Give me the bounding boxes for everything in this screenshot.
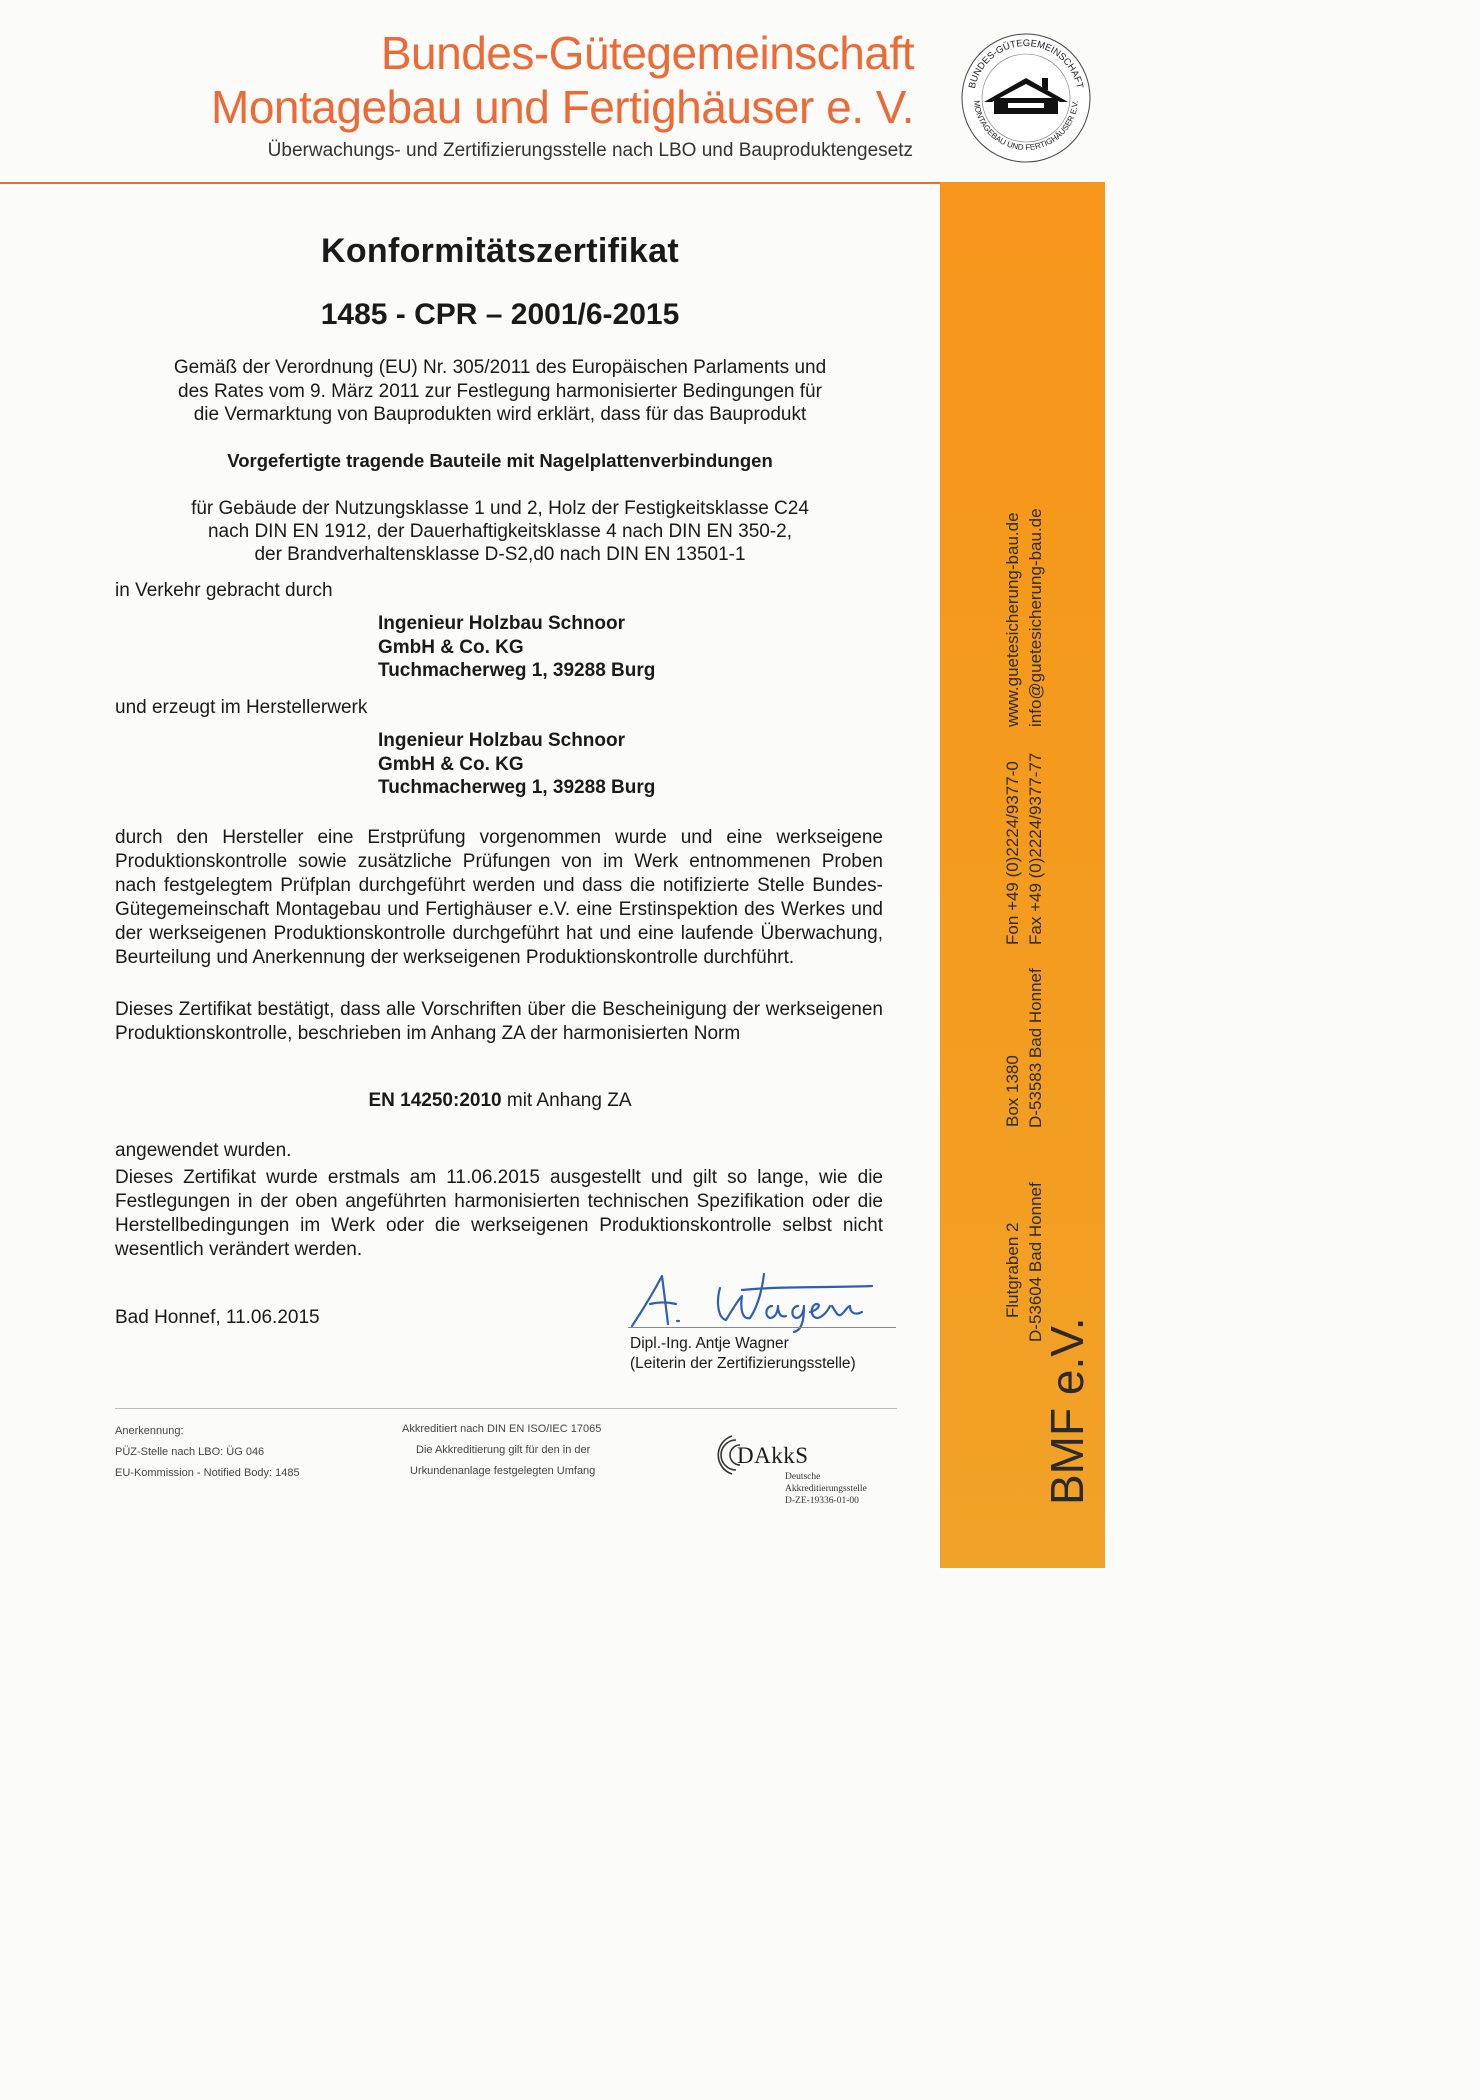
org-name-line1: Bundes-Gütegemeinschaft (380, 27, 914, 79)
po-box: Box 1380 (1003, 1055, 1022, 1127)
placed-by-label: in Verkehr gebracht durch (115, 580, 333, 601)
manufacturer-address (378, 729, 655, 800)
produced-in-label: und erzeugt im Herstellerwerk (115, 697, 368, 718)
phone-number: Fon +49 (0)2224/9377-0 (1003, 761, 1022, 945)
manufacturer-line: Ingenieur Holzbau Schnoor (378, 730, 626, 751)
recognition-puez: PÜZ-Stelle nach LBO: ÜG 046 (115, 1446, 265, 1458)
org-subtitle: Überwachungs- und Zertifizierungsstelle nach LBO und Bauproduktengesetz (267, 140, 913, 161)
placer-line: Tuchmacherweg 1, 39288 Burg (378, 660, 656, 681)
recognition-notified-body: EU-Kommission - Notified Body: 1485 (115, 1467, 300, 1479)
org-name-line2: Montagebau und Fertighäuser e. V. (211, 81, 914, 133)
spec-line: nach DIN EN 1912, der Dauerhaftigkeitsklasse 4 nach DIN EN 350-2, (207, 521, 793, 542)
website-link[interactable]: www.guetesicherung-bau.de (1003, 512, 1022, 727)
accreditation-line-1: Akkreditiert nach DIN EN ISO/IEC 17065 (402, 1423, 602, 1435)
seal-top-text: BUNDES-GÜTEGEMEINSCHAFT (966, 37, 1086, 90)
manufacturer-line: GmbH & Co. KG (378, 753, 524, 775)
address-city: D-53604 Bad Honnef (1026, 1182, 1045, 1342)
accreditation-line-3: Urkundenanlage festgelegten Umfang (410, 1465, 596, 1477)
address-street: Flutgraben 2 (1003, 1222, 1022, 1318)
header-divider (0, 182, 940, 184)
seal-bottom-text: MONTAGEBAU UND FERTIGHÄUSER E.V. (971, 99, 1080, 153)
dakks-line-2: Akkreditierungsstelle (785, 1484, 867, 1494)
product-specs (60, 497, 940, 566)
norm-suffix: mit Anhang ZA (501, 1090, 632, 1111)
certificate-number: 1485 - CPR – 2001/6-2015 (320, 298, 680, 331)
intro-text (60, 356, 940, 427)
signature-line (628, 1327, 896, 1328)
recognition-label: Anerkennung: (115, 1425, 184, 1437)
placer-address (378, 612, 655, 683)
intro-line: die Vermarktung von Bauprodukten wird erklärt, dass für das Bauprodukt (193, 404, 807, 425)
brand-name: BMF e.V. (1041, 1317, 1093, 1505)
email-link[interactable]: info@guetesicherung-bau.de (1026, 508, 1045, 727)
placer-line: Ingenieur Holzbau Schnoor (378, 613, 626, 634)
manufacturer-line: Tuchmacherweg 1, 39288 Burg (378, 777, 656, 798)
intro-line: des Rates vom 9. März 2011 zur Festlegung harmonisierter Bedingungen für (178, 380, 822, 402)
product-name: Vorgefertigte tragende Bauteile mit Nagelplattenverbindungen (227, 450, 773, 471)
signer-role: (Leiterin der Zertifizierungsstelle) (630, 1355, 856, 1372)
dakks-line-1: Deutsche (785, 1472, 821, 1482)
letterhead (0, 0, 1105, 182)
dakks-id: D-ZE-19336-01-00 (785, 1496, 859, 1506)
footer-divider (115, 1408, 897, 1409)
spec-line: für Gebäude der Nutzungsklasse 1 und 2, Holz der Festigkeitsklasse C24 (191, 498, 809, 519)
body-paragraph-1: durch den Hersteller eine Erstprüfung vorgenommen wurde und eine werkseigene Produktionskontrolle sowie zusätzliche Prüfungen von im Werk entnommenen Proben nach festgelegtem Prüfplan durchgeführt werden und dass die notifizierte Stelle Bundes-Gütegemeinschaft Montagebau und Fertighäuser e.V. eine Erstinspektion des Werkes und der werkseigenen Produktionskontrolle durchgeführt hat und eine laufende Überwachung, Beurteilung und Anerkennung der werkseigenen Produktionskontrolle durchführt. (115, 827, 883, 968)
norm-reference (60, 1090, 940, 1112)
seal-logo (960, 32, 1092, 164)
dakks-name: DAkkS (737, 1443, 809, 1468)
body-paragraph-2: Dieses Zertifikat bestätigt, dass alle Vorschriften über die Bescheinigung der werkseigenen Produktionskontrolle, beschrieben im Anhang ZA der harmonisierten Norm (115, 999, 883, 1044)
document-title: Konformitätszertifikat (321, 232, 679, 270)
body-paragraph-3: Dieses Zertifikat wurde erstmals am 11.06.2015 ausgestellt und gilt so lange, wie die Festlegungen in der oben angeführten harmonisierten technischen Spezifikation oder die Herstellbedingungen im Werk oder die werkseigenen Produktionskontrolle selbst nicht wesentlich verändert werden. (115, 1167, 883, 1260)
norm-code: EN 14250:2010 (368, 1090, 502, 1111)
spec-line: der Brandverhaltensklasse D-S2,d0 nach DIN EN 13501-1 (254, 544, 746, 565)
signer-name: Dipl.-Ing. Antje Wagner (630, 1335, 789, 1352)
place-date: Bad Honnef, 11.06.2015 (115, 1307, 320, 1328)
fax-number: Fax +49 (0)2224/9377-77 (1026, 752, 1045, 945)
intro-line: Gemäß der Verordnung (EU) Nr. 305/2011 des Europäischen Parlaments und (173, 357, 827, 378)
signature (622, 1266, 892, 1336)
po-box-city: D-53583 Bad Honnef (1026, 968, 1045, 1128)
accreditation-line-2: Die Akkreditierung gilt für den in der (416, 1444, 591, 1456)
placer-line: GmbH & Co. KG (378, 636, 524, 658)
applied-text: angewendet wurden. (115, 1140, 292, 1161)
